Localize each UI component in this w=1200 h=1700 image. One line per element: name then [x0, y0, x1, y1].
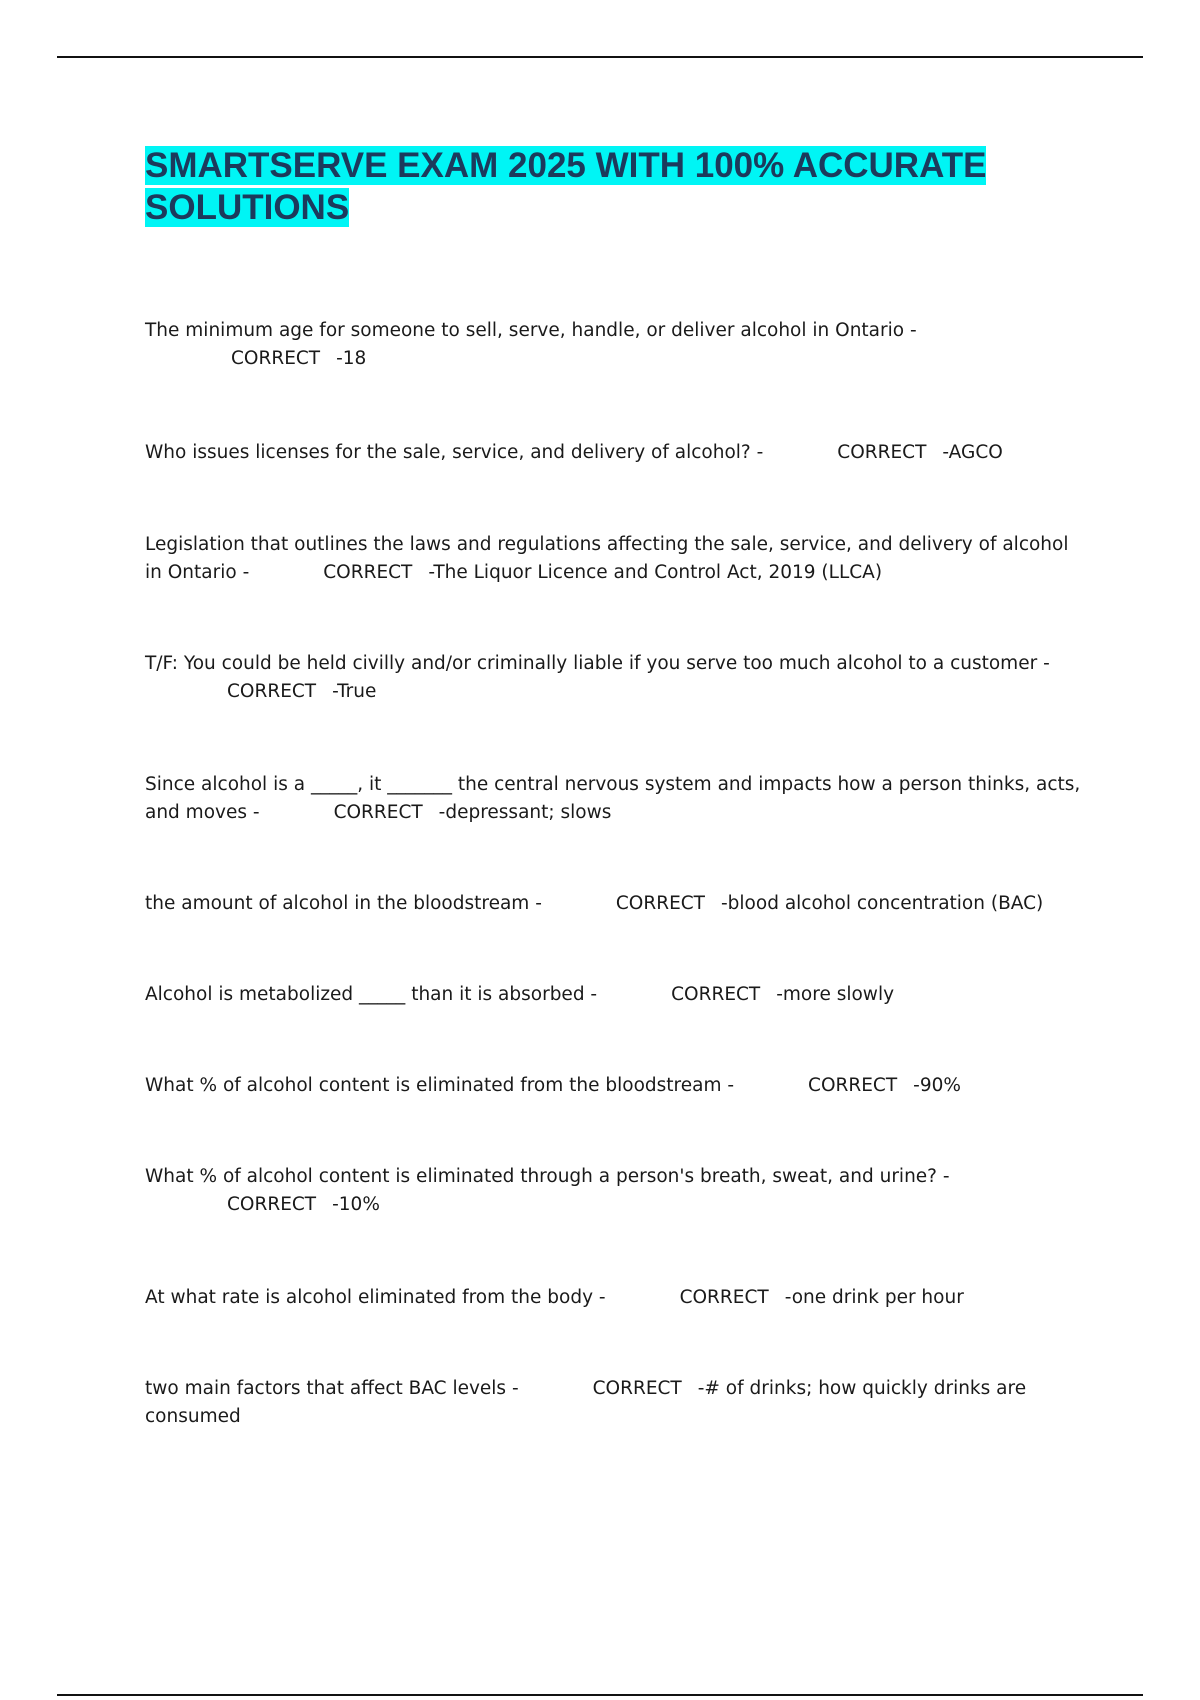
question-text: the amount of alcohol in the bloodstream - [145, 893, 542, 914]
answer-text: -The Liquor Licence and Control Act, 2019 (LLCA) [428, 562, 883, 583]
correct-marker: CORRECT [227, 1194, 317, 1215]
question-text: At what rate is alcohol eliminated from the body - [145, 1287, 606, 1308]
question-text: The minimum age for someone to sell, serve, handle, or deliver alcohol in Ontario - [145, 320, 917, 341]
correct-marker: CORRECT [679, 1287, 769, 1308]
answer-text: -# of drinks; how quickly drinks are consumed [145, 1378, 1027, 1427]
question-text: What % of alcohol content is eliminated from the bloodstream - [145, 1075, 735, 1096]
correct-marker: CORRECT [808, 1075, 898, 1096]
question-text: Who issues licenses for the sale, service, and delivery of alcohol? - [145, 442, 764, 463]
question-text: What % of alcohol content is eliminated through a person's breath, sweat, and urine? - [145, 1166, 950, 1187]
answer-text: -18 [336, 348, 367, 369]
correct-marker: CORRECT [671, 984, 761, 1005]
correct-marker: CORRECT [227, 681, 317, 702]
qa-item-9 [145, 1163, 1085, 1219]
bottom-rule [57, 1694, 1143, 1696]
answer-text: -blood alcohol concentration (BAC) [721, 893, 1044, 914]
answer-text: -True [332, 681, 377, 702]
correct-marker: CORRECT [323, 562, 413, 583]
question-text: Legislation that outlines the laws and regulations affecting the sale, service, and delivery of alcohol in Ontario - [145, 534, 1069, 583]
correct-marker: CORRECT [592, 1378, 682, 1399]
answer-text: -depressant; slows [438, 802, 612, 823]
correct-marker: CORRECT [231, 348, 321, 369]
correct-marker: CORRECT [333, 802, 423, 823]
qa-item-5 [145, 771, 1085, 827]
answer-text: -AGCO [942, 442, 1003, 463]
answer-text: -one drink per hour [784, 1287, 964, 1308]
question-text: Alcohol is metabolized _____ than it is absorbed - [145, 984, 598, 1005]
qa-item-3 [145, 531, 1085, 587]
qa-item-11 [145, 1375, 1085, 1431]
qa-item-10 [145, 1284, 1085, 1312]
question-text: T/F: You could be held civilly and/or criminally liable if you serve too much alcohol to a customer - [145, 653, 1050, 674]
question-text: two main factors that affect BAC levels - [145, 1378, 519, 1399]
answer-text: -10% [332, 1194, 380, 1215]
answer-text: -90% [913, 1075, 961, 1096]
question-text: Since alcohol is a _____, it _______ the central nervous system and impacts how a person thinks, acts, and moves - [145, 774, 1081, 823]
top-rule [57, 56, 1143, 58]
answer-text: -more slowly [776, 984, 895, 1005]
qa-item-1 [145, 317, 1085, 373]
qa-item-2 [145, 439, 1085, 467]
correct-marker: CORRECT [837, 442, 927, 463]
qa-item-8 [145, 1072, 1085, 1100]
qa-item-7 [145, 981, 1085, 1009]
document-title [145, 145, 1095, 229]
correct-marker: CORRECT [615, 893, 705, 914]
qa-item-4 [145, 650, 1085, 706]
title-highlight: SMARTSERVE EXAM 2025 WITH 100% ACCURATE SOLUTIONS [145, 146, 987, 227]
qa-item-6 [145, 890, 1085, 918]
